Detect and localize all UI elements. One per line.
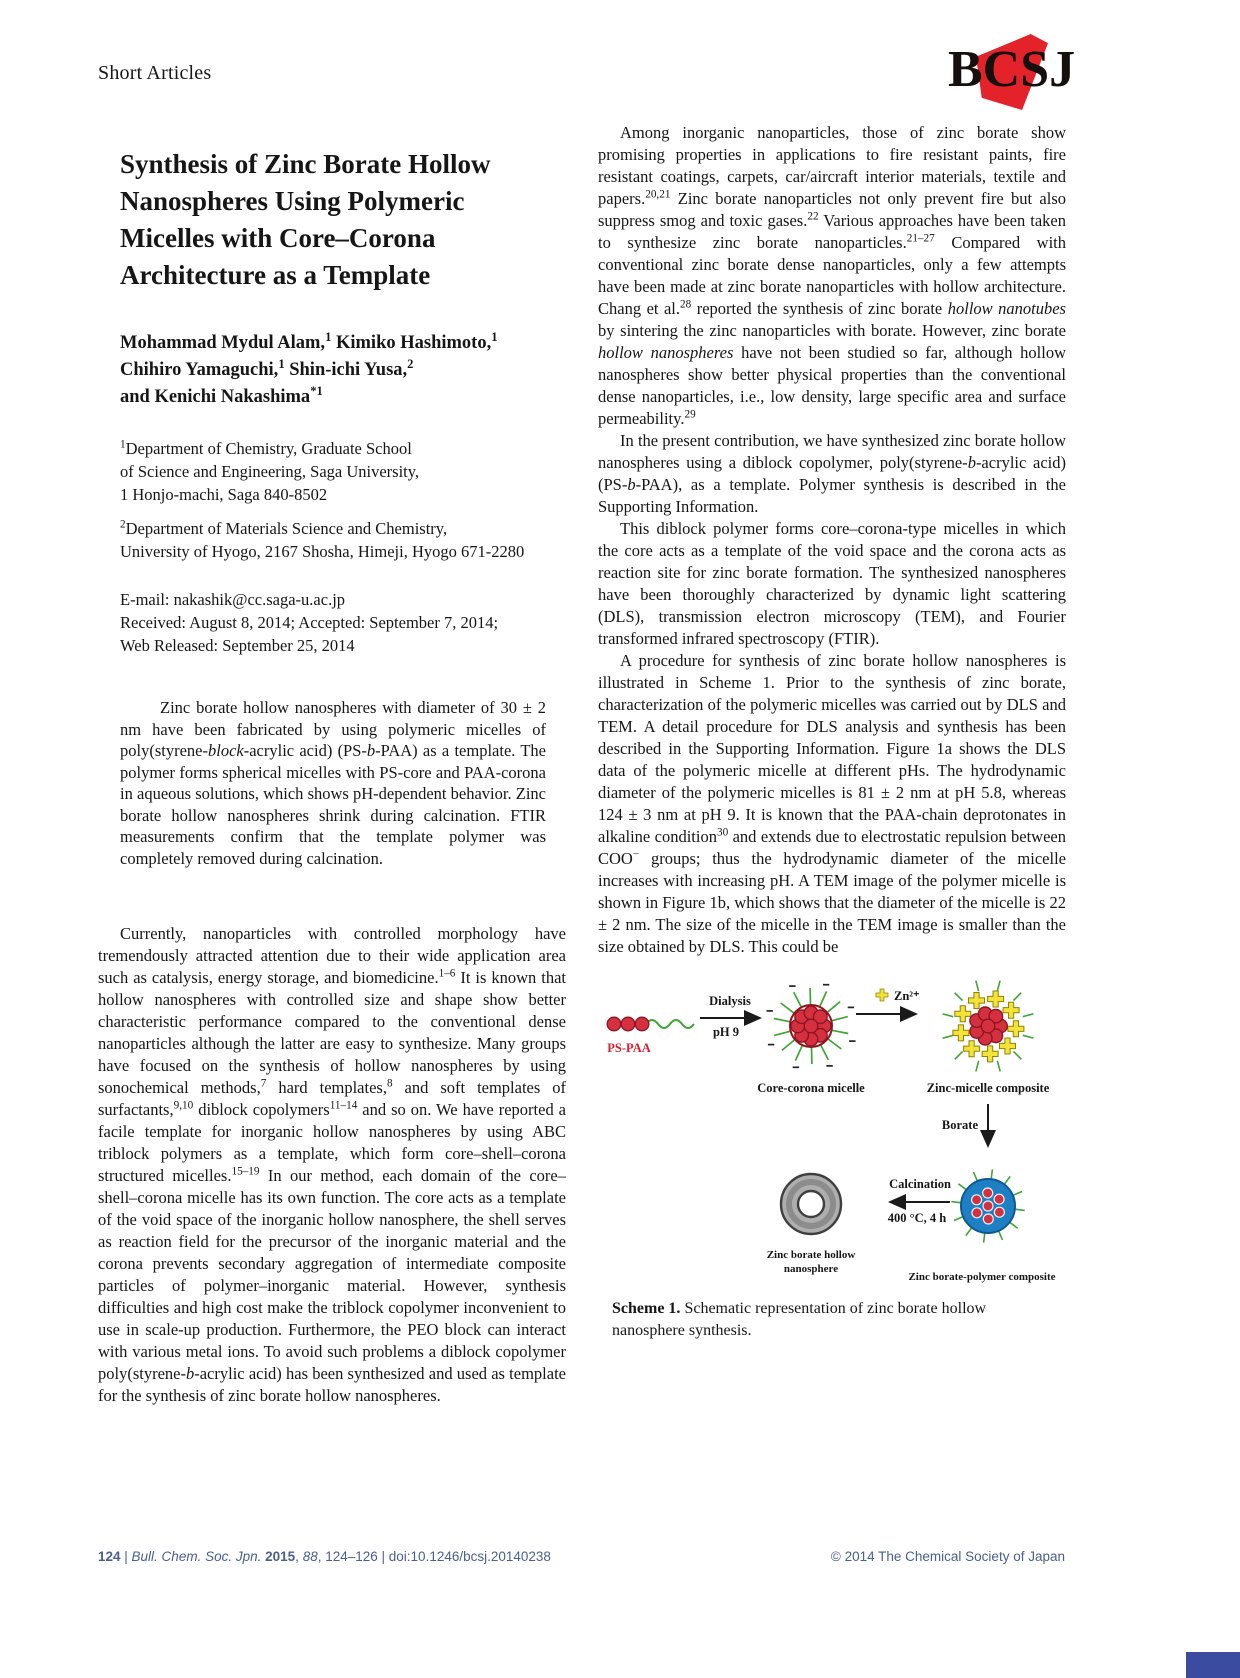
article-title: Synthesis of Zinc Borate Hollow Nanospheres Using Polymeric Micelles with Core–Corona Architecture as a Template bbox=[120, 149, 491, 290]
section-label: Short Articles bbox=[98, 62, 212, 84]
zinc-borate-polymer-composite bbox=[951, 1169, 1024, 1242]
zn-label: Zn²⁺ bbox=[894, 989, 920, 1003]
hollow-label-line1: Zinc borate hollow bbox=[766, 1249, 856, 1261]
affiliation-2: $^2$Department of Materials Science and Chemistry, University of Hyogo, 2167 Shosha, Himeji, Hyogo 671-2280 bbox=[120, 518, 525, 561]
bcsj-logo-text: BCSJ bbox=[948, 41, 1076, 98]
zinc-micelle-label: Zinc-micelle composite bbox=[926, 1081, 1050, 1095]
author-list: Mohammad Mydul Alam,$^1$ Kimiko Hashimoto,$^1$ Chihiro Yamaguchi,$^1$ Shin-ichi Yusa,$^2$ and Kenichi Nakashima$^{*1}$ bbox=[120, 329, 498, 407]
calcination-condition-label: 400 °C, 4 h bbox=[887, 1211, 947, 1225]
core-corona-label: Core-corona micelle bbox=[757, 1081, 865, 1095]
scheme-caption-text: Schematic representation of zinc borate hollow nanosphere synthesis. bbox=[612, 1300, 987, 1339]
zn-cross-icon bbox=[876, 989, 888, 1001]
calcination-arrow bbox=[888, 1177, 951, 1225]
composite-label: Zinc borate-polymer composite bbox=[908, 1271, 1056, 1283]
email-line: E-mail: nakashik@cc.saga-u.ac.jp bbox=[120, 590, 346, 609]
donut-hole bbox=[798, 1191, 824, 1217]
zinc-micelle-composite bbox=[943, 981, 1034, 1072]
body-paragraph-3: This diblock polymer forms core–corona-type micelles in which the core acts as a template of the void space and the corona acts as reaction site for zinc borate formation. The synthesized nanospheres have been thoroughly characterized by dynamic light scattering (DLS), transmission electron microscopy (TEM), and Fourier transformed infrared spectroscopy (FTIR). bbox=[598, 519, 1066, 648]
contact-and-history bbox=[98, 588, 566, 657]
body-paragraph-2: In the present contribution, we have synthesized zinc borate hollow nanospheres using a diblock copolymer, poly(styrene-b-acrylic acid) (PS-b-PAA), as a template. Polymer synthesis is described in the Supporting Information. bbox=[598, 431, 1067, 516]
affiliation-1: $^1$Department of Chemistry, Graduate School of Science and Engineering, Saga University, 1 Honjo-machi, Saga 840-8502 bbox=[120, 438, 420, 504]
history-dates: Received: August 8, 2014; Accepted: September 7, 2014; Web Released: September 25, 2014 bbox=[120, 613, 499, 655]
unimer-polymer bbox=[607, 1017, 694, 1055]
abstract: Zinc borate hollow nanospheres with diameter of 30 ± 2 nm have been fabricated by using polymeric micelles of poly(styrene-block-acrylic acid) (PS-b-PAA) as a template. The polymer forms spherical micelles with PS-core and PAA-corona in aqueous solutions, which shows pH-dependent behavior. Zinc borate hollow nanospheres shrink during calcination. FTIR measurements confirm that the template polymer was completely removed during calcination. bbox=[120, 698, 546, 868]
body-paragraph-4: A procedure for synthesis of zinc borate hollow nanospheres is illustrated in Scheme 1. Prior to the synthesis of zinc borate, characterization of the polymeric micelles was carried out by DLS and TEM. A detail procedure for DLS analysis and synthesis has been described in the Supporting Information. Figure 1a shows the DLS data of the polymeric micelle at different pHs. The hydrodynamic diameter of the polymeric micelles is 81 ± 2 nm at pH 5.8, whereas 124 ± 3 nm at pH 9. It is known that the PAA-chain deprotonates in alkaline condition$^{30}$ and extends due to electrostatic repulsion between COO− groups; thus the hydrodynamic diameter of the micelle increases with increasing pH. A TEM image of the polymer micelle is shown in Figure 1b, which shows that the diameter of the micelle is 22 ± 2 nm. The size of the micelle in the TEM image is smaller than the size obtained by DLS. This could be bbox=[598, 651, 1066, 956]
body-paragraph-1: Among inorganic nanoparticles, those of zinc borate show promising properties in applications to fire resistant paints, fire resistant coatings, carpets, car/aircraft interior materials, textile and papers.$^{20,21}$ Zinc borate nanoparticles not only prevent fire but also suppress smog and toxic gases.$^{22}$ Various approaches have been taken to synthesize zinc borate nanoparticles.$^{21-27}$ Compared with conventional zinc borate dense nanoparticles, only a few attempts have been made at zinc borate nanoparticles with hollow architecture. Chang et al.$^{28}$ reported the synthesis of zinc borate hollow nanotubes by sintering the zinc nanoparticles with borate. However, zinc borate hollow nanospheres have not been studied so far, although hollow nanospheres show better physical properties than the conventional dense nanoparticles, i.e., low density, large specific area and surface permeability.$^{29}$ bbox=[598, 123, 1066, 428]
hollow-label-line2: nanosphere bbox=[783, 1263, 839, 1275]
footer-citation: 124 | Bull. Chem. Soc. Jpn. 2015, 88, 124–126 | doi:10.1246/bcsj.20140238 bbox=[98, 1549, 551, 1564]
dialysis-arrow bbox=[700, 994, 760, 1039]
calcination-label: Calcination bbox=[889, 1177, 951, 1191]
footer-copyright: © 2014 The Chemical Society of Japan bbox=[830, 1549, 1065, 1564]
zinc-arrow bbox=[856, 989, 920, 1014]
composite-core-beads bbox=[970, 1007, 1007, 1045]
scheme-caption-label: Scheme 1. bbox=[612, 1300, 681, 1317]
scheme-1-figure bbox=[598, 974, 1066, 1342]
scheme-caption bbox=[598, 1298, 1066, 1342]
core-corona-micelle bbox=[767, 985, 856, 1068]
hollow-nanosphere-donut bbox=[781, 1174, 841, 1234]
scheme-diagram bbox=[598, 974, 1066, 1292]
page-footer bbox=[98, 1549, 1065, 1564]
micelle-core-beads bbox=[791, 1006, 831, 1046]
left-column bbox=[98, 146, 566, 1407]
unimer-tail bbox=[646, 1020, 694, 1028]
right-column bbox=[598, 122, 1066, 1342]
dialysis-label: Dialysis bbox=[709, 994, 751, 1008]
borate-arrow bbox=[942, 1104, 988, 1146]
ph9-label: pH 9 bbox=[712, 1025, 740, 1039]
ps-paa-label: PS-PAA bbox=[607, 1041, 651, 1055]
bcsj-logo bbox=[948, 34, 1076, 112]
corner-accent bbox=[1186, 1652, 1240, 1678]
borate-label: Borate bbox=[941, 1118, 978, 1132]
intro-paragraph: Currently, nanoparticles with controlled morphology have tremendously attracted attention due to their wide application area such as catalysis, energy storage, and biomedicine.$^{1-6}$ It is known that hollow nanospheres with controlled size and shape show better characteristic performance compared to the conventional dense nanoparticles although the latter are easy to synthesize. Many groups have focused on the synthesis of hollow nanospheres by using sonochemical methods,$^7$ hard templates,$^8$ and soft templates of surfactants,$^{9,10}$ diblock copolymers$^{11-14}$ and so on. We have reported a facile template for inorganic hollow nanospheres by using ABC triblock polymers as a template, which form core–shell–corona structured micelles.$^{15-19}$ In our method, each domain of the core–shell–corona micelle has its own function. The core acts as a template of the void space of the inorganic hollow nanosphere, the shell serves as reaction field for the precursor of the inorganic material and the corona prevents secondary aggregation of intermediate composite particles of polymer–inorganic material. However, synthesis difficulties and high cost make the triblock copolymer inconvenient to use in scale-up production. Furthermore, the PEO block can interact with various metal ions. To avoid such problems a diblock copolymer poly(styrene-b-acrylic acid) has been synthesized and used as template for the synthesis of zinc borate hollow nanospheres. bbox=[98, 924, 567, 1405]
